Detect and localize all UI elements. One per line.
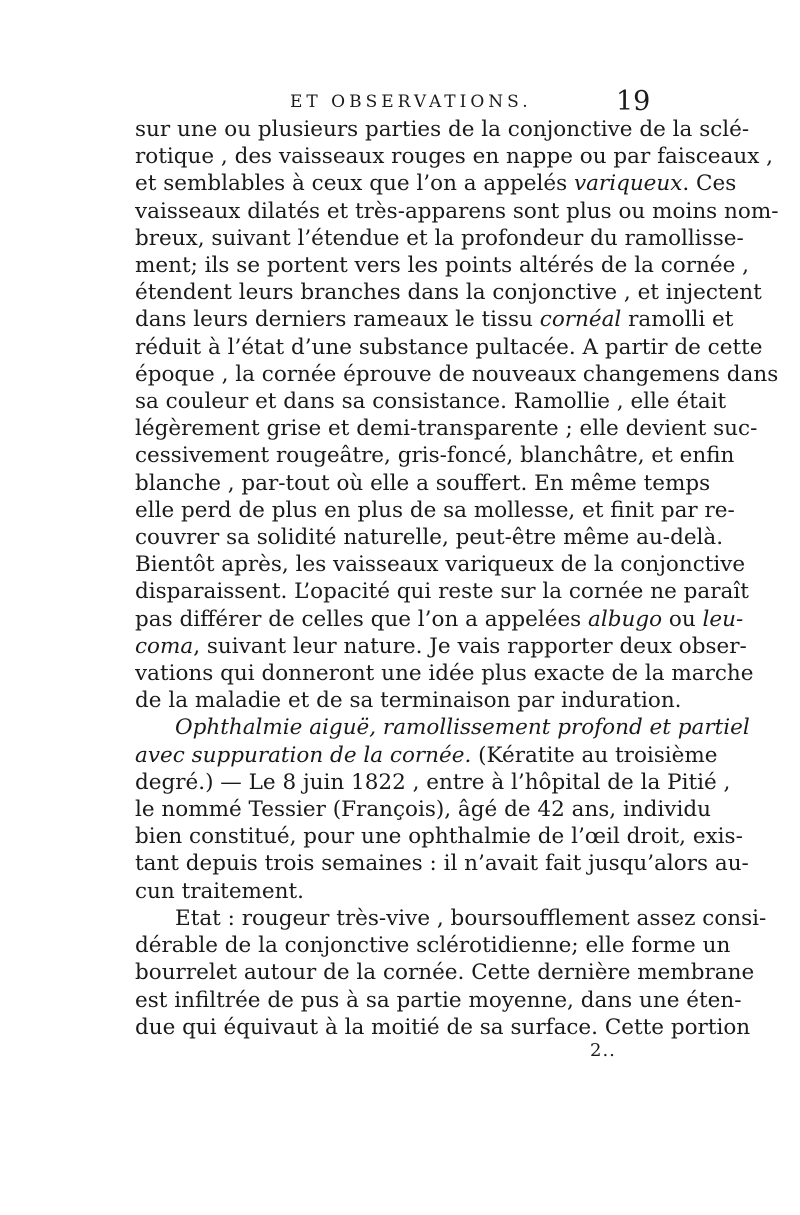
italic-run: coma xyxy=(135,633,194,659)
text-line xyxy=(135,769,731,796)
text-run: pas différer de celles que l’on a appelées xyxy=(135,606,589,632)
text-run: ramolli et xyxy=(621,307,734,333)
text-run: blanche , par-tout où elle a souffert. En même temps xyxy=(135,470,711,496)
page-number: 19 xyxy=(616,86,651,117)
text-run: sur une ou plusieurs parties de la conjonctive de la sclé- xyxy=(135,117,750,142)
text-line xyxy=(135,470,711,497)
text-run: . Ces xyxy=(682,171,737,197)
text-line xyxy=(135,252,749,279)
text-line xyxy=(135,714,750,741)
text-run: et semblables à ceux que l’on a appelés xyxy=(135,171,574,197)
text-line xyxy=(135,578,749,605)
text-run: couvrer sa solidité naturelle, peut-être même au-delà. xyxy=(135,525,724,551)
text-run: bourrelet autour de la cornée. Cette dernière membrane xyxy=(135,960,755,986)
text-run: ment; ils se portent vers les points altérés de la cornée , xyxy=(135,253,749,279)
text-line xyxy=(135,850,749,877)
text-line xyxy=(135,143,773,170)
text-line xyxy=(135,959,755,986)
text-line xyxy=(135,905,767,932)
text-run: étendent leurs branches dans la conjonctive , et injectent xyxy=(135,280,762,306)
text-run: vations qui donneront une idée plus exacte de la marche xyxy=(135,661,754,687)
text-run: le nommé Tessier (François), âgé de 42 ans, individu xyxy=(135,797,711,823)
text-line xyxy=(135,1014,751,1041)
text-run: due qui équivaut à la moitié de sa surface. Cette portion xyxy=(135,1014,751,1040)
text-run: est infiltrée de pus à sa partie moyenne, dans une éten- xyxy=(135,987,742,1013)
text-line xyxy=(135,742,718,769)
text-run: cessivement rougeâtre, gris-foncé, blanchâtre, et enfin xyxy=(135,443,735,469)
text-run: dans leurs derniers rameaux le tissu xyxy=(135,307,540,333)
text-run: sa couleur et dans sa consistance. Ramollie , elle était xyxy=(135,389,727,415)
text-line xyxy=(135,388,727,415)
text-run: cun traitement. xyxy=(135,878,304,904)
text-line xyxy=(135,633,747,660)
text-run: réduit à l’état d’une substance pultacée. A partir de cette xyxy=(135,334,763,360)
running-title: ET OBSERVATIONS. xyxy=(290,92,532,112)
text-run: disparaissent. L’opacité qui reste sur la cornée ne paraît xyxy=(135,579,749,605)
text-run: , suivant leur nature. Je vais rapporter deux obser- xyxy=(193,633,747,659)
text-line xyxy=(135,687,682,714)
text-run: (Kératite au troisième xyxy=(471,742,718,768)
text-line xyxy=(135,932,731,959)
text-run: dérable de la conjonctive sclérotidienne; elle forme un xyxy=(135,933,731,959)
text-run: elle perd de plus en plus de sa mollesse, et finit par re- xyxy=(135,497,735,523)
text-run: vaisseaux dilatés et très-apparens sont plus ou moins nom- xyxy=(135,198,779,224)
text-line xyxy=(135,606,744,633)
text-line xyxy=(135,551,746,578)
text-line xyxy=(135,225,744,252)
signature-mark: 2.. xyxy=(590,1040,616,1061)
text-run: bien constitué, pour une ophthalmie de l’œil droit, exis- xyxy=(135,824,743,850)
text-line xyxy=(135,415,758,442)
text-run: époque , la cornée éprouve de nouveaux changemens dans xyxy=(135,361,779,387)
text-line xyxy=(135,796,711,823)
text-line xyxy=(135,116,750,143)
text-run: de la maladie et de sa terminaison par induration. xyxy=(135,688,682,714)
text-line xyxy=(135,660,754,687)
text-line xyxy=(135,279,762,306)
text-line xyxy=(135,170,737,197)
italic-run: albugo xyxy=(588,606,663,632)
text-run: Bientôt après, les vaisseaux variqueux de la conjonctive xyxy=(135,552,746,578)
italic-run: cornéal xyxy=(539,307,622,333)
text-line xyxy=(135,987,742,1014)
text-run: légèrement grise et demi-transparente ; elle devient suc- xyxy=(135,416,758,442)
text-line xyxy=(135,306,734,333)
text-run: ou xyxy=(662,606,703,632)
text-line xyxy=(135,361,779,388)
text-line xyxy=(135,442,735,469)
italic-run: avec suppuration de la cornée. xyxy=(135,742,472,768)
text-line xyxy=(135,524,724,551)
text-line xyxy=(135,878,663,905)
text-line xyxy=(135,334,763,361)
text-run: breux, suivant l’étendue et la profondeur du ramollisse- xyxy=(135,225,744,251)
text-run: degré.) — Le 8 juin 1822 , entre à l’hôpital de la Pitié , xyxy=(135,769,731,795)
text-run: tant depuis trois semaines : il n’avait fait jusqu’alors au- xyxy=(135,851,749,877)
text-line xyxy=(135,497,735,524)
italic-run: leu- xyxy=(702,606,744,632)
text-run: Etat : rougeur très-vive , boursoufflement assez consi- xyxy=(175,905,767,931)
body-text xyxy=(135,116,779,1041)
text-run: rotique , des vaisseaux rouges en nappe ou par faisceaux , xyxy=(135,144,773,170)
italic-run: Ophthalmie aiguë, ramollissement profond et partiel xyxy=(175,715,750,741)
text-line xyxy=(135,198,779,225)
italic-run: variqueux xyxy=(573,171,683,197)
text-line xyxy=(135,823,743,850)
